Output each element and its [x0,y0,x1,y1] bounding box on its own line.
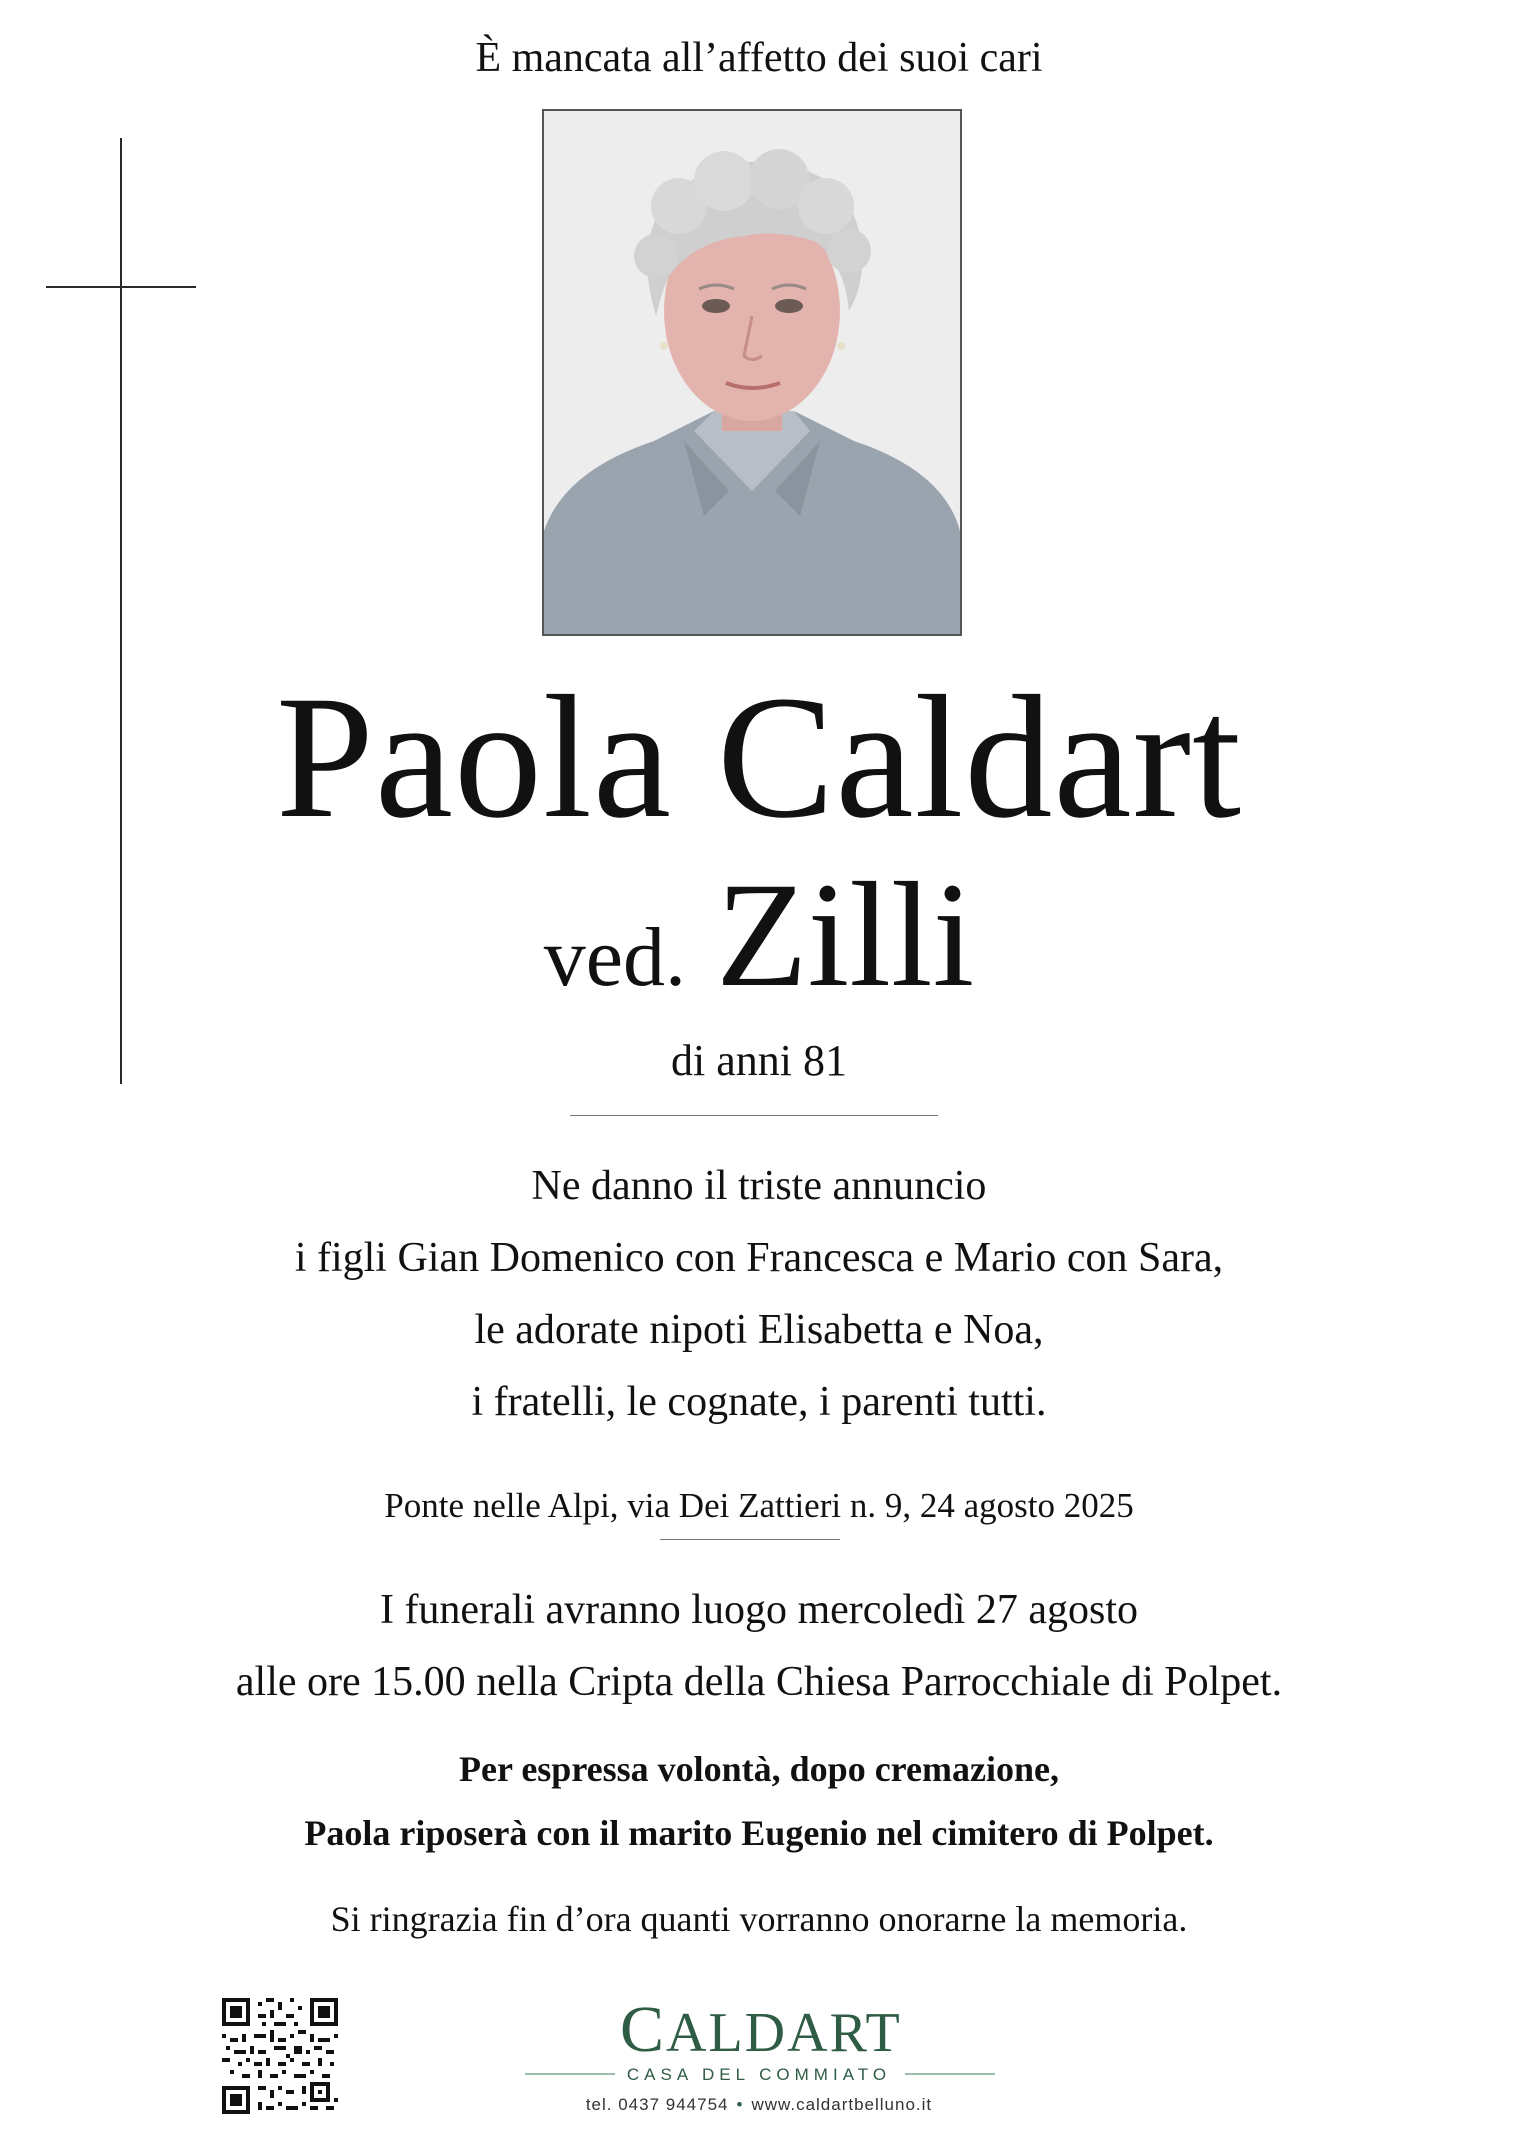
thanks-text: Si ringrazia fin d’ora quanti vorranno onorarne la memoria. [330,1899,1188,1939]
logo-initial: C [620,1993,667,2066]
phone-number: tel. 0437 944754 [585,2095,729,2114]
intro-text: È mancata all’affetto dei suoi cari [475,35,1043,81]
funeral-line: I funerali avranno luogo mercoledì 27 agosto [379,1587,1139,1633]
logo-line-right [905,2073,995,2075]
funeral-line: alle ore 15.00 nella Cripta della Chiesa Parrocchiale di Polpet. [235,1659,1283,1705]
deceased-name: Paola Caldart [275,660,1243,855]
separator-dot: • [736,2095,744,2114]
caldart-logo [620,1993,902,2085]
logo-subtitle: CASA DEL COMMIATO [626,2065,892,2084]
announcement-line: Ne danno il triste annuncio [531,1163,987,1209]
divider-line [570,1115,938,1116]
portrait-image [544,111,960,634]
portrait-photo [542,109,962,636]
address-date: Ponte nelle Alpi, via Dei Zattieri n. 9, 24 agosto 2025 [384,1486,1134,1525]
logo-name [620,1993,902,2066]
address-underline [660,1539,840,1540]
age-text: di anni 81 [671,1036,847,1085]
married-name-row [0,852,1518,1038]
announcement-line: i figli Gian Domenico con Francesca e Mario con Sara, [294,1235,1224,1281]
contact-line [0,2095,1518,2115]
cross-horizontal [46,286,196,288]
website-link[interactable]: www.caldartbelluno.it [751,2095,933,2114]
cremation-note-line: Paola riposerà con il marito Eugenio nel cimitero di Polpet. [304,1813,1214,1853]
announcement-line: le adorate nipoti Elisabetta e Noa, [474,1307,1044,1353]
ved-prefix: ved. [543,911,686,1004]
married-name: Zilli [715,852,975,1018]
cremation-note-line: Per espressa volontà, dopo cremazione, [459,1749,1059,1789]
announcement-line: i fratelli, le cognate, i parenti tutti. [471,1379,1047,1425]
logo-line-left [525,2073,615,2075]
logo-rest: ALDART [666,2002,902,2064]
